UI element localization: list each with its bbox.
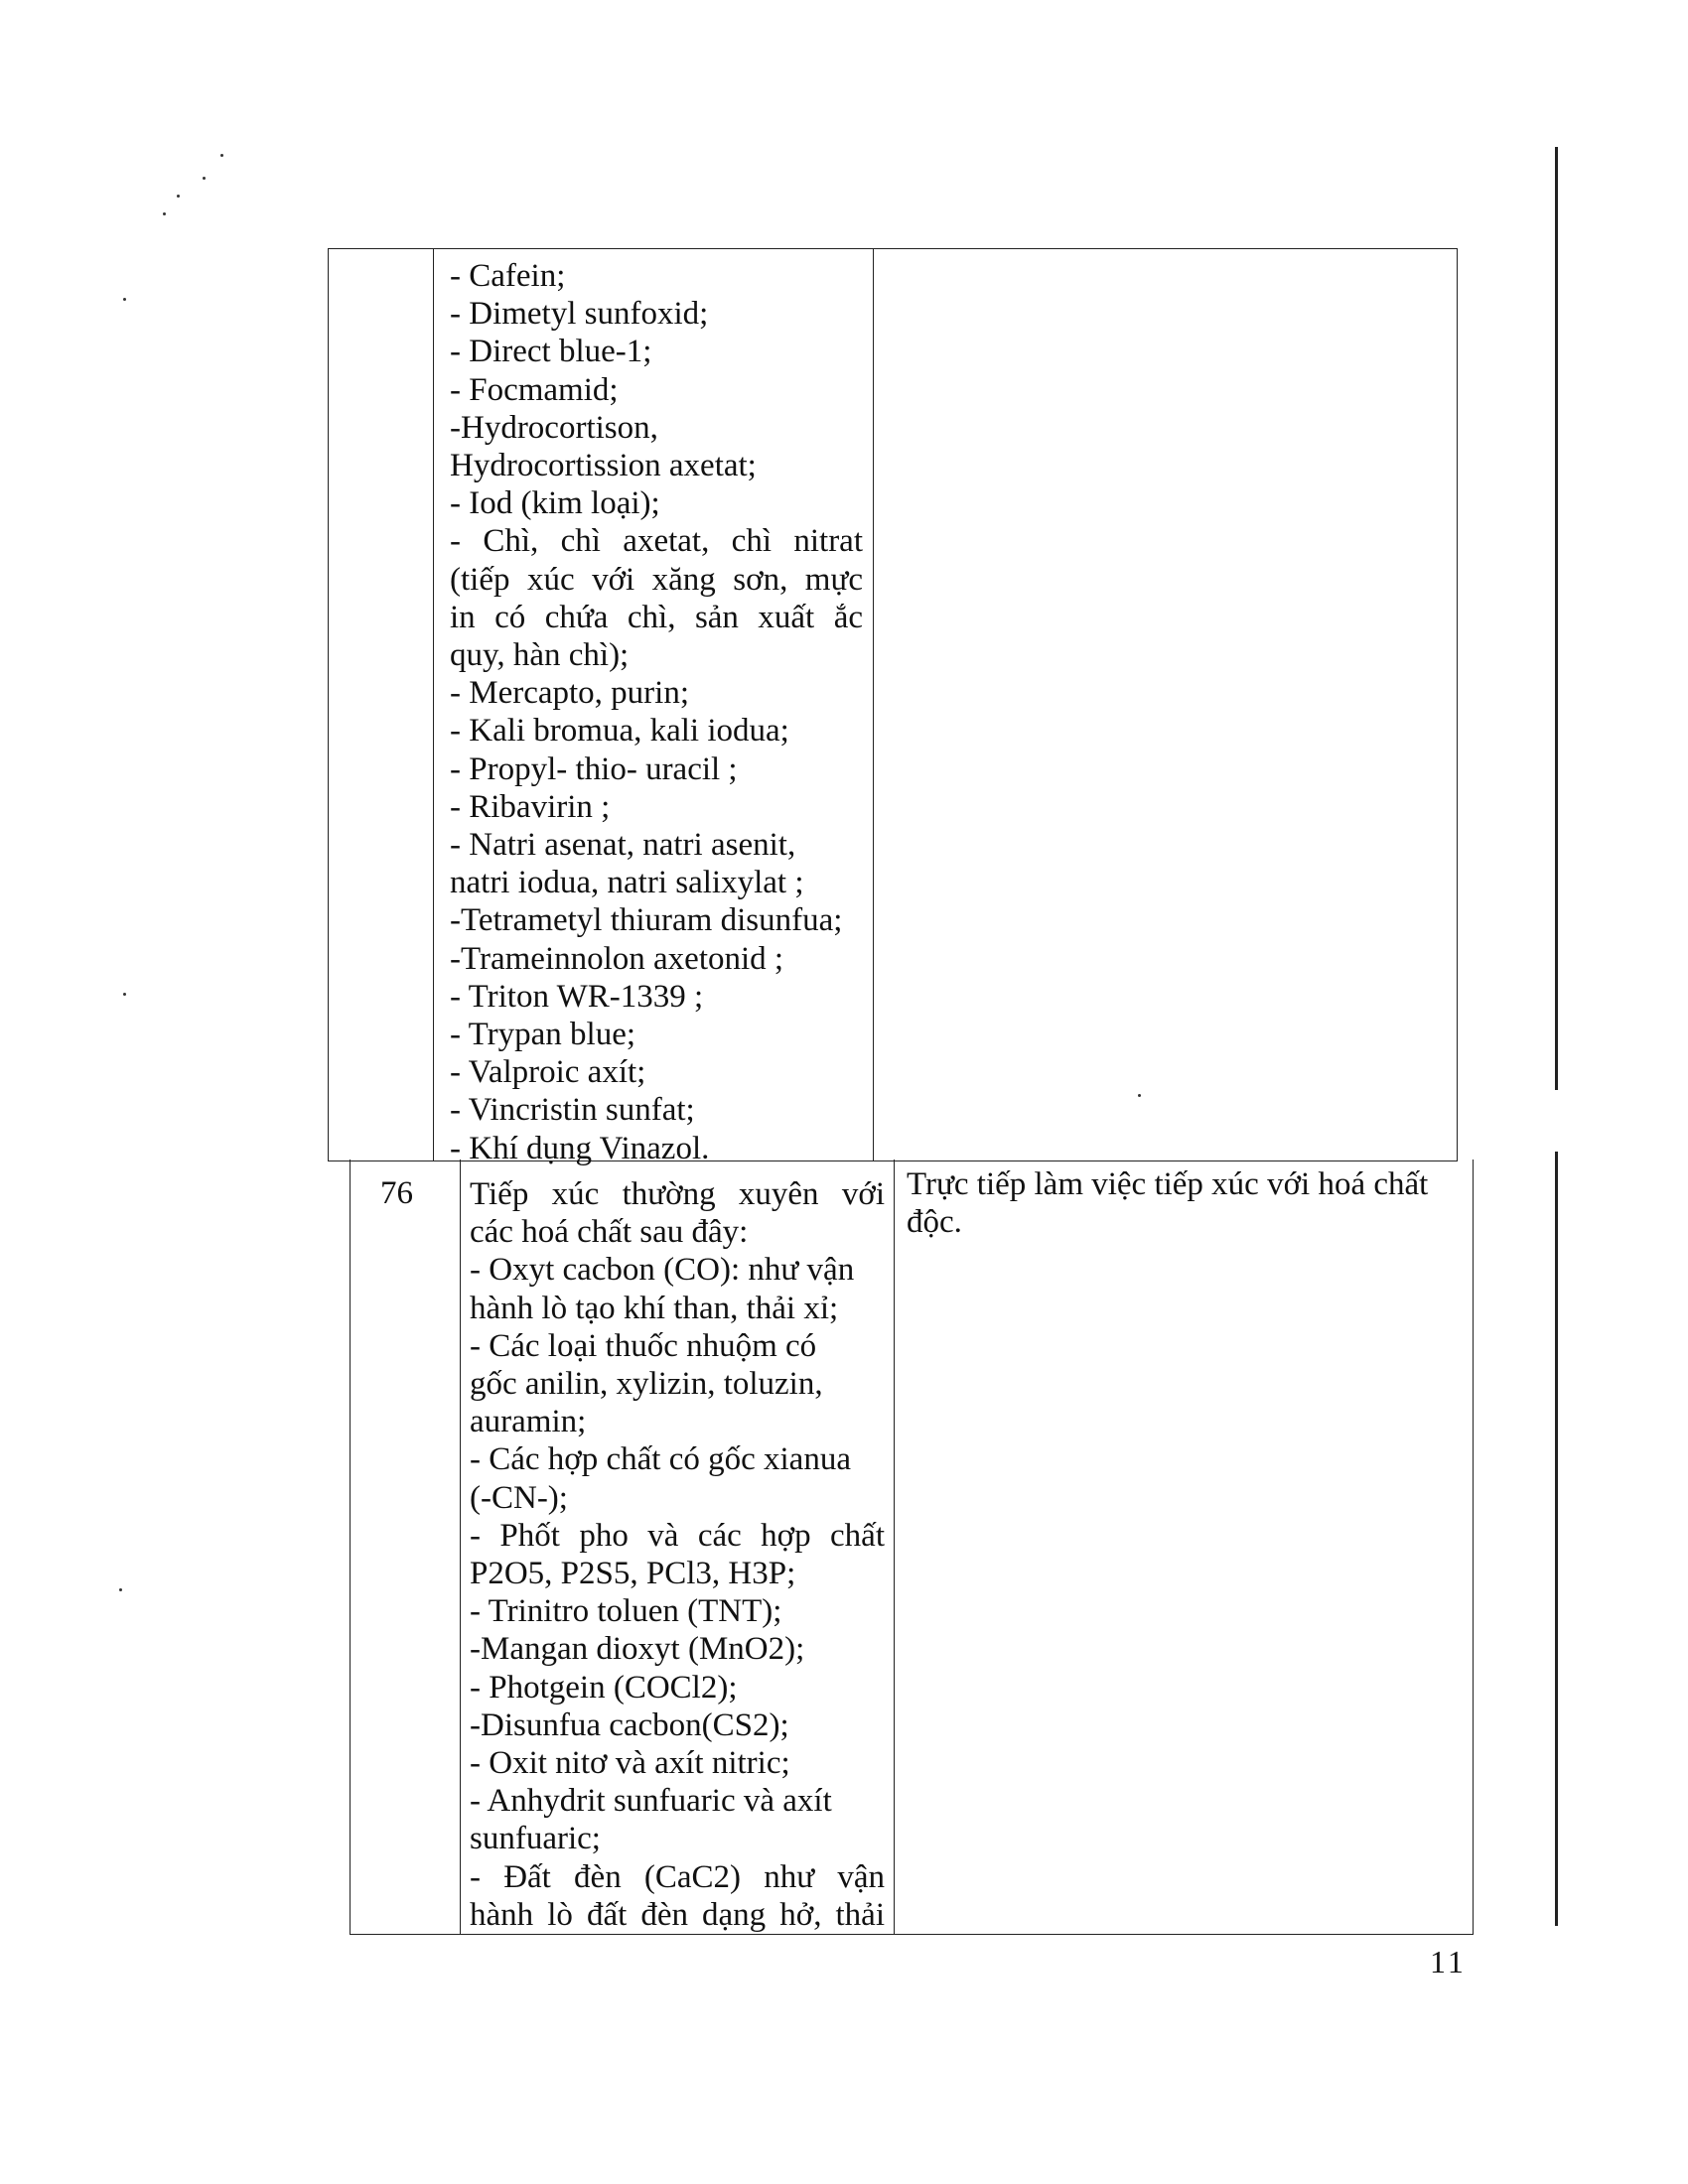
column-divider: [460, 1160, 461, 1934]
description-line: hành lò tạo khí than, thải xỉ;: [470, 1290, 839, 1326]
list-item: - Valproic axít;: [450, 1054, 646, 1091]
description-line: gốc anilin, xylizin, toluzin,: [470, 1366, 823, 1403]
scan-binding-line-2: [1555, 1152, 1558, 1926]
scan-speck: [163, 212, 166, 215]
description-line: - Phốt pho và các hợp chất: [470, 1517, 885, 1554]
row-number: 76: [380, 1175, 413, 1211]
table-row-76: [350, 1160, 1474, 1935]
description-line: - Oxyt cacbon (CO): như vận: [470, 1252, 855, 1289]
chemical-list: [450, 257, 863, 1167]
list-item: -Trameinnolon axetonid ;: [450, 940, 784, 977]
scan-speck: [220, 154, 223, 157]
list-item: - Propyl- thio- uracil ;: [450, 751, 738, 787]
list-item: Hydrocortission axetat;: [450, 448, 757, 484]
list-item: - Natri asenat, natri asenit,: [450, 827, 796, 864]
condition-line: độc.: [907, 1204, 962, 1241]
description-line: các hoá chất sau đây:: [470, 1214, 749, 1251]
list-item: in có chứa chì, sản xuất ắc: [450, 599, 863, 635]
description-line: - Các loại thuốc nhuộm có: [470, 1327, 817, 1364]
condition-line: Trực tiếp làm việc tiếp xúc với hoá chất: [907, 1166, 1429, 1202]
scan-speck: [123, 993, 126, 996]
description-line: P2O5, P2S5, PCl3, H3P;: [470, 1556, 796, 1592]
list-item: - Mercapto, purin;: [450, 675, 690, 712]
list-item: - Direct blue-1;: [450, 334, 652, 370]
list-item: - Focmamid;: [450, 371, 619, 408]
list-item: - Chì, chì axetat, chì nitrat: [450, 523, 863, 560]
table-continuation: [328, 248, 1458, 1166]
list-item: -Hydrocortison,: [450, 409, 658, 446]
description-line: Tiếp xúc thường xuyên với: [470, 1176, 885, 1212]
list-item: - Triton WR-1339 ;: [450, 978, 704, 1015]
description-line: (-CN-);: [470, 1479, 568, 1516]
row-description: [470, 1175, 885, 1934]
description-line: -Mangan dioxyt (MnO2);: [470, 1631, 805, 1668]
list-item: quy, hàn chì);: [450, 637, 630, 674]
description-line: - Anhydrit sunfuaric và axít: [470, 1783, 832, 1820]
list-item: - Trypan blue;: [450, 1017, 636, 1053]
description-line: - Oxit nitơ và axít nitric;: [470, 1745, 790, 1782]
description-line: hành lò đất đèn dạng hở, thải: [470, 1896, 885, 1933]
description-line: -Disunfua cacbon(CS2);: [470, 1706, 789, 1743]
list-item: - Cafein;: [450, 258, 566, 294]
scan-speck: [119, 1588, 122, 1591]
list-item: - Kali bromua, kali iodua;: [450, 713, 789, 750]
list-item: natri iodua, natri salixylat ;: [450, 865, 804, 901]
row-condition: [907, 1165, 1463, 1241]
scan-speck: [177, 195, 180, 198]
column-divider: [894, 1160, 895, 1934]
list-item: - Khí dụng Vinazol.: [450, 1130, 710, 1166]
column-divider: [873, 249, 874, 1160]
list-item: - Ribavirin ;: [450, 788, 611, 825]
list-item: -Tetrametyl thiuram disunfua;: [450, 902, 843, 939]
page-number: 11: [1430, 1944, 1467, 1979]
description-line: - Các hợp chất có gốc xianua: [470, 1441, 851, 1478]
description-line: auramin;: [470, 1404, 587, 1440]
description-line: sunfuaric;: [470, 1821, 601, 1857]
scan-speck: [123, 298, 126, 301]
column-divider: [433, 249, 434, 1160]
description-line: - Trinitro toluen (TNT);: [470, 1593, 782, 1630]
scan-speck: [203, 177, 206, 180]
list-item: - Iod (kim loại);: [450, 485, 660, 522]
list-item: (tiếp xúc với xăng sơn, mực: [450, 561, 863, 598]
description-line: - Đất đèn (CaC2) như vận: [470, 1858, 885, 1895]
description-line: - Photgein (COCl2);: [470, 1669, 738, 1706]
list-item: - Vincristin sunfat;: [450, 1092, 695, 1129]
scan-binding-line-1: [1555, 147, 1558, 1090]
list-item: - Dimetyl sunfoxid;: [450, 296, 709, 333]
